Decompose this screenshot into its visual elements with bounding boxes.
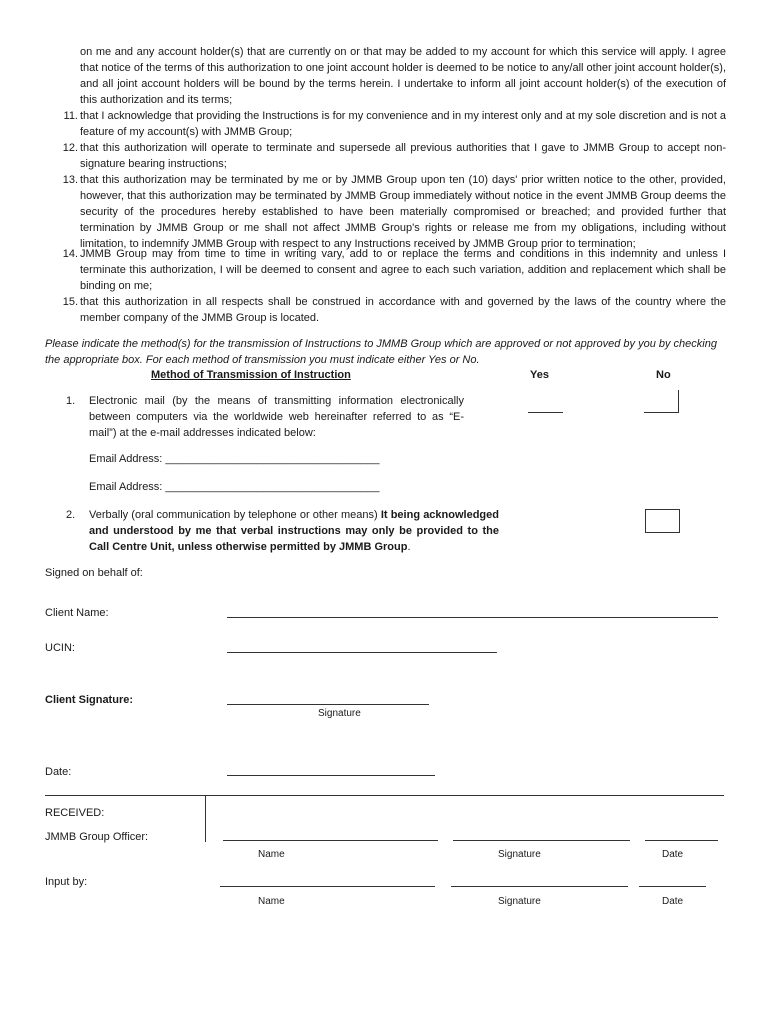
column-no-header: No — [656, 369, 671, 381]
input-by-signature-caption: Signature — [498, 896, 541, 907]
term-text: that this authorization may be terminated by me or by JMMB Group upon ten (10) days' prior written notice to the other, provided, however, that this authorization may be terminated by JMMB Group immediately without notice in the event JMMB Group deems the security of the procedures hereby established to have been materially compromised or breached; and provided further that termination by JMMB Group or me shall not affect JMMB Group's rights or release me from my obligations, including without limitation, to indemnify JMMB Group with respect to any Instructions received by JMMB Group prior to termination; — [80, 174, 726, 250]
input-by-name-field[interactable] — [220, 886, 435, 887]
intro-continuation: on me and any account holder(s) that are currently on or that may be added to my account for which this service will apply. I agree that notice of the terms of this authorization to one joint account holder is deemed to be notice to any/all other joint account holder(s), and all joint account holders will be bound by the terms herein. I undertake to inform all joint account holder(s) of the execution of this authorization and its terms; — [80, 46, 726, 106]
officer-date-field[interactable] — [645, 840, 718, 841]
officer-label: JMMB Group Officer: — [45, 831, 149, 843]
method-2-end: . — [407, 541, 411, 553]
method-1-text: Electronic mail (by the means of transmitting information electronically between computers via the worldwide web hereinafter referred to as “E-mail”) at the e-mail addresses indicated below: — [89, 395, 464, 439]
officer-signature-field[interactable] — [453, 840, 630, 841]
input-by-date-caption: Date — [662, 896, 684, 907]
method-2-number: 2. — [66, 509, 76, 521]
email-address-field-2[interactable]: Email Address: ___________________________________ — [89, 481, 380, 493]
column-yes-header: Yes — [530, 369, 549, 381]
instructions-note: Please indicate the method(s) for the transmission of Instructions to JMMB Group which are approved or not approved by you by checking the appropriate box. For each method of transmission you must indicate either Yes or No. — [45, 338, 717, 366]
received-vertical-divider — [205, 796, 206, 842]
input-by-date-field[interactable] — [639, 886, 706, 887]
signature-caption: Signature — [318, 708, 361, 719]
column-method-header: Method of Transmission of Instruction — [151, 369, 351, 381]
ucin-field[interactable] — [227, 652, 497, 653]
received-label: RECEIVED: — [45, 807, 105, 819]
term-text: that this authorization will operate to terminate and supersede all previous authorities that I gave to JMMB Group to accept non-signature bearing instructions; — [80, 142, 726, 170]
input-by-name-caption: Name — [258, 896, 285, 907]
method-1-yes-field[interactable] — [528, 412, 563, 413]
input-by-label: Input by: — [45, 876, 88, 888]
input-by-signature-field[interactable] — [451, 886, 628, 887]
term-text: that I acknowledge that providing the Instructions is for my convenience and in my interest only and at my sole discretion and is not a feature of my account(s) with JMMB Group; — [80, 110, 726, 138]
method-2-bold-text: It being acknowledged and understood by me that verbal instructions may only be provided to the Call Centre Unit, unless otherwise permitted by JMMB Group — [89, 509, 499, 553]
officer-date-caption: Date — [662, 849, 684, 860]
method-2-text: Verbally (oral communication by telephone or other means) — [89, 509, 378, 521]
term-number: 15. — [62, 296, 78, 308]
officer-name-field[interactable] — [223, 840, 438, 841]
method-2-no-checkbox[interactable] — [645, 509, 680, 533]
received-divider — [45, 795, 724, 796]
method-1-no-checkbox[interactable] — [644, 390, 679, 413]
client-name-field[interactable] — [227, 617, 718, 618]
officer-name-caption: Name — [258, 849, 285, 860]
email-address-field-1[interactable]: Email Address: ___________________________________ — [89, 453, 380, 465]
method-1-number: 1. — [66, 395, 76, 407]
date-field[interactable] — [227, 775, 435, 776]
client-name-label: Client Name: — [45, 607, 109, 619]
term-text: that this authorization in all respects shall be construed in accordance with and governed by the laws of the country where the member company of the JMMB Group is located. — [80, 296, 726, 324]
client-signature-label: Client Signature: — [45, 694, 134, 706]
term-text: JMMB Group may from time to time in writing vary, add to or replace the terms and conditions in this indemnity and unless I terminate this authorization, I will be deemed to consent and agree to each such variation, addition and replacement which shall be binding on me; — [80, 248, 726, 292]
ucin-label: UCIN: — [45, 642, 75, 654]
term-number: 12. — [62, 142, 78, 154]
date-label: Date: — [45, 766, 72, 778]
signed-on-behalf-label: Signed on behalf of: — [45, 567, 143, 579]
term-number: 11. — [63, 110, 78, 122]
officer-signature-caption: Signature — [498, 849, 541, 860]
term-number: 13. — [62, 174, 78, 186]
client-signature-field[interactable] — [227, 704, 429, 705]
term-number: 14. — [62, 248, 78, 260]
method-2-description — [89, 507, 499, 555]
